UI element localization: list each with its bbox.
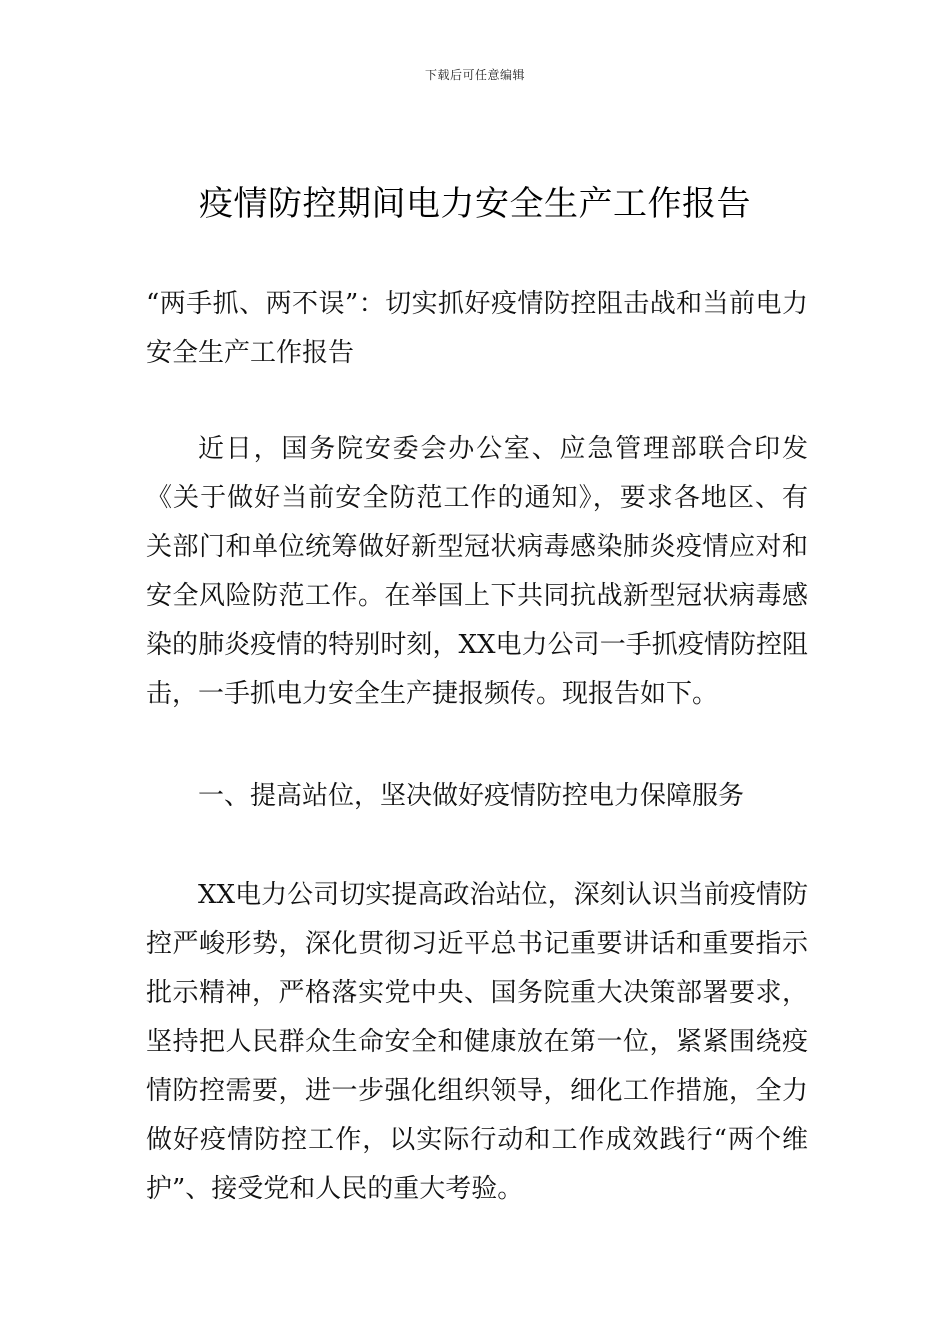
paragraph-section-body: XX电力公司切实提高政治站位，深刻认识当前疫情防控严峻形势，深化贯彻习近平总书记重要讲话和重要指示批示精神，严格落实党中央、国务院重大决策部署要求，坚持把人民群众生命安全和健康放在第一位，紧紧围绕疫情防控需要，进一步强化组织领导，细化工作措施，全力做好疫情防控工作，以实际行动和工作成效践行“两个维护”、接受党和人民的重大考验。 xyxy=(146,880,808,1204)
section-heading: 一、提高站位，坚决做好疫情防控电力保障服务 xyxy=(198,781,745,811)
paragraph-intro: 近日，国务院安委会办公室、应急管理部联合印发《关于做好当前安全防范工作的通知》，要求各地区、有关部门和单位统筹做好新型冠状病毒感染肺炎疫情应对和安全风险防范工作。在举国上下共同抗战新型冠状病毒感染的肺炎疫情的特别时刻，XX电力公司一手抓疫情防控阻击，一手抓电力安全生产捷报频传。现报告如下。 xyxy=(146,434,808,709)
header-note: 下载后可任意编辑 xyxy=(424,68,525,82)
document-subtitle: “两手抓、两不误”：切实抓好疫情防控阻击战和当前电力安全生产工作报告 xyxy=(146,289,808,368)
document-title: 疫情防控期间电力安全生产工作报告 xyxy=(199,184,751,224)
